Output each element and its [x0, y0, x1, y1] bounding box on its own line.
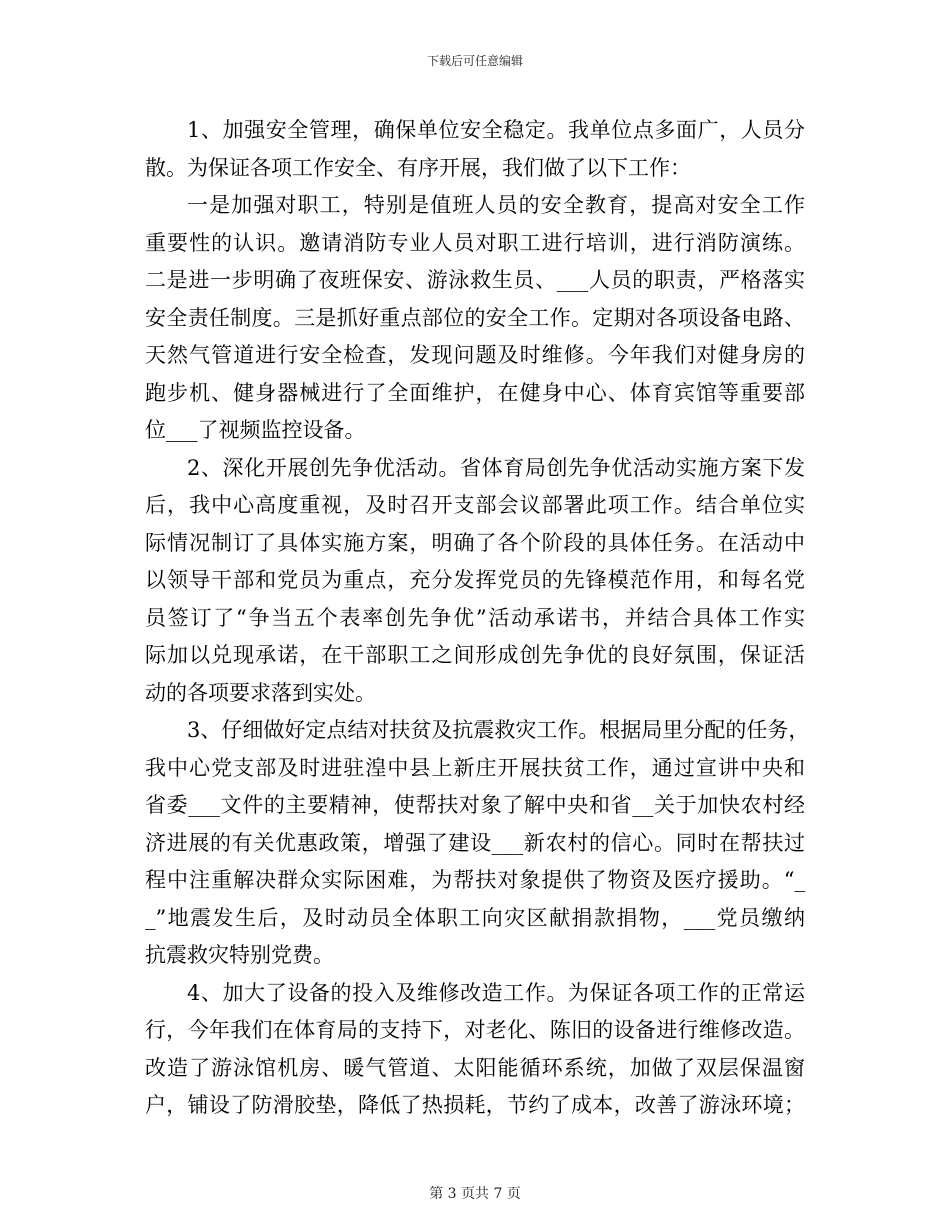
text-line: 一是加强对职工，特别是值班人员的安全教育，提高对安全工作 [187, 193, 805, 217]
text-line: 省委___文件的主要精神，使帮扶对象了解中央和省__关于加快农村经 [145, 793, 805, 817]
text-line: 跑步机、健身器械进行了全面维护，在健身中心、体育宾馆等重要部 [145, 380, 805, 405]
paragraph-3 [145, 450, 805, 713]
text-line: 我中心党支部及时进驻湟中县上新庄开展扶贫工作，通过宣讲中央和 [145, 755, 805, 780]
page-footer: 第 3 页共 7 页 [429, 1186, 521, 1202]
text-line: 抗震救灾特别党费。 [145, 943, 334, 967]
text-line: 位___了视频监控设备。 [145, 418, 366, 442]
text-line: 际加以兑现承诺，在干部职工之间形成创先争优的良好氛围，保证活 [145, 643, 805, 667]
text-line: 2、深化开展创先争优活动。省体育局创先争优活动实施方案下发 [187, 455, 805, 480]
text-line: 重要性的认识。邀请消防专业人员对职工进行培训，进行消防演练。 [145, 230, 805, 255]
text-line: 户，铺设了防滑胶垫，降低了热损耗，节约了成本，改善了游泳环境； [145, 1093, 805, 1117]
text-line: 二是进一步明确了夜班保安、游泳救生员、___人员的职责，严格落实 [145, 268, 805, 292]
text-line: 1、加强安全管理，确保单位安全稳定。我单位点多面广，人员分 [187, 118, 805, 142]
text-line: 程中注重解决群众实际困难，为帮扶对象提供了物资及医疗援助。“_ [145, 868, 805, 892]
text-line: 动的各项要求落到实处。 [145, 680, 376, 705]
paragraph-4 [145, 712, 810, 975]
text-line: _”地震发生后，及时动员全体职工向灾区献捐款捐物，___党员缴纳 [145, 905, 805, 930]
text-line: 员签订了“争当五个表率创先争优”活动承诺书，并结合具体工作实 [145, 605, 805, 630]
page-header: 下载后可任意编辑 [426, 54, 523, 68]
text-line: 3、仔细做好定点结对扶贫及抗震救灾工作。根据局里分配的任务， [187, 718, 810, 742]
paragraph-2 [145, 187, 805, 450]
text-line: 天然气管道进行安全检查，发现问题及时维修。今年我们对健身房的 [145, 343, 805, 367]
text-line: 安全责任制度。三是抓好重点部位的安全工作。定期对各项设备电路、 [145, 305, 805, 330]
text-line: 济进展的有关优惠政策，增强了建设___新农村的信心。同时在帮扶过 [145, 830, 805, 855]
text-line: 际情况制订了具体实施方案，明确了各个阶段的具体任务。在活动中 [145, 530, 805, 555]
text-line: 行，今年我们在体育局的支持下，对老化、陈旧的设备进行维修改造。 [145, 1018, 805, 1042]
paragraph-5 [145, 975, 805, 1125]
text-line: 散。为保证各项工作安全、有序开展，我们做了以下工作： [145, 155, 691, 180]
text-line: 改造了游泳馆机房、暖气管道、太阳能循环系统，加做了双层保温窗 [145, 1055, 805, 1080]
text-line: 后，我中心高度重视，及时召开支部会议部署此项工作。结合单位实 [145, 493, 805, 517]
text-line: 4、加大了设备的投入及维修改造工作。为保证各项工作的正常运 [187, 980, 805, 1005]
document-body [145, 112, 810, 1125]
paragraph-1 [145, 112, 805, 187]
text-line: 以领导干部和党员为重点，充分发挥党员的先锋模范作用，和每名党 [145, 568, 805, 592]
